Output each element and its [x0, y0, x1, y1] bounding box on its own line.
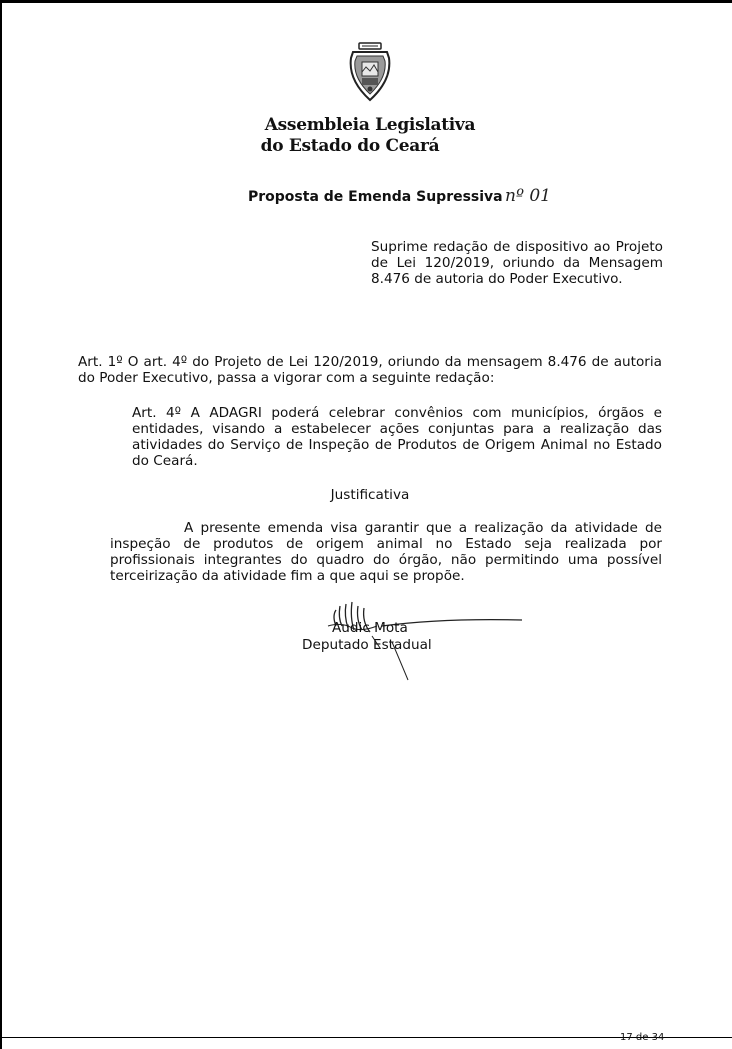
article-1-paragraph: Art. 1º O art. 4º do Projeto de Lei 120/2019, oriundo da mensagem 8.476 de autoria do Poder Executivo, passa a vigorar com a seguinte redação:	[78, 354, 662, 386]
justification-heading: Justificativa	[330, 487, 410, 503]
article-4-quoted-text: Art. 4º A ADAGRI poderá celebrar convênios com municípios, órgãos e entidades, visando a estabelecer ações conjuntas para a realização das atividades do Serviço de Inspeção de Produtos de Origem Animal no Estado do Ceará.	[132, 405, 662, 469]
signatory-role: Deputado Estadual	[302, 637, 432, 653]
handwritten-proposal-number: nº 01	[505, 186, 551, 206]
summary-paragraph: Suprime redação de dispositivo ao Projeto de Lei 120/2019, oriundo da Mensagem 8.476 de autoria do Poder Executivo.	[371, 239, 663, 287]
proposal-title: Proposta de Emenda Supressiva	[248, 189, 503, 205]
page-number: 17 de 34	[620, 1032, 665, 1043]
organization-name-line-2: do Estado do Ceará	[260, 136, 440, 156]
page-left-border	[0, 0, 2, 1049]
page-top-border	[0, 0, 732, 3]
state-coat-of-arms-seal	[345, 42, 395, 104]
organization-name-line-1: Assembleia Legislativa	[264, 115, 476, 135]
signatory-name: Audic Mota	[332, 620, 408, 636]
justification-paragraph: A presente emenda visa garantir que a realização da atividade de inspeção de produtos de origem animal no Estado seja realizada por profissionais integrantes do quadro do órgão, não permitindo uma possível terceirização da atividade fim a que aqui se propõe.	[110, 520, 662, 584]
